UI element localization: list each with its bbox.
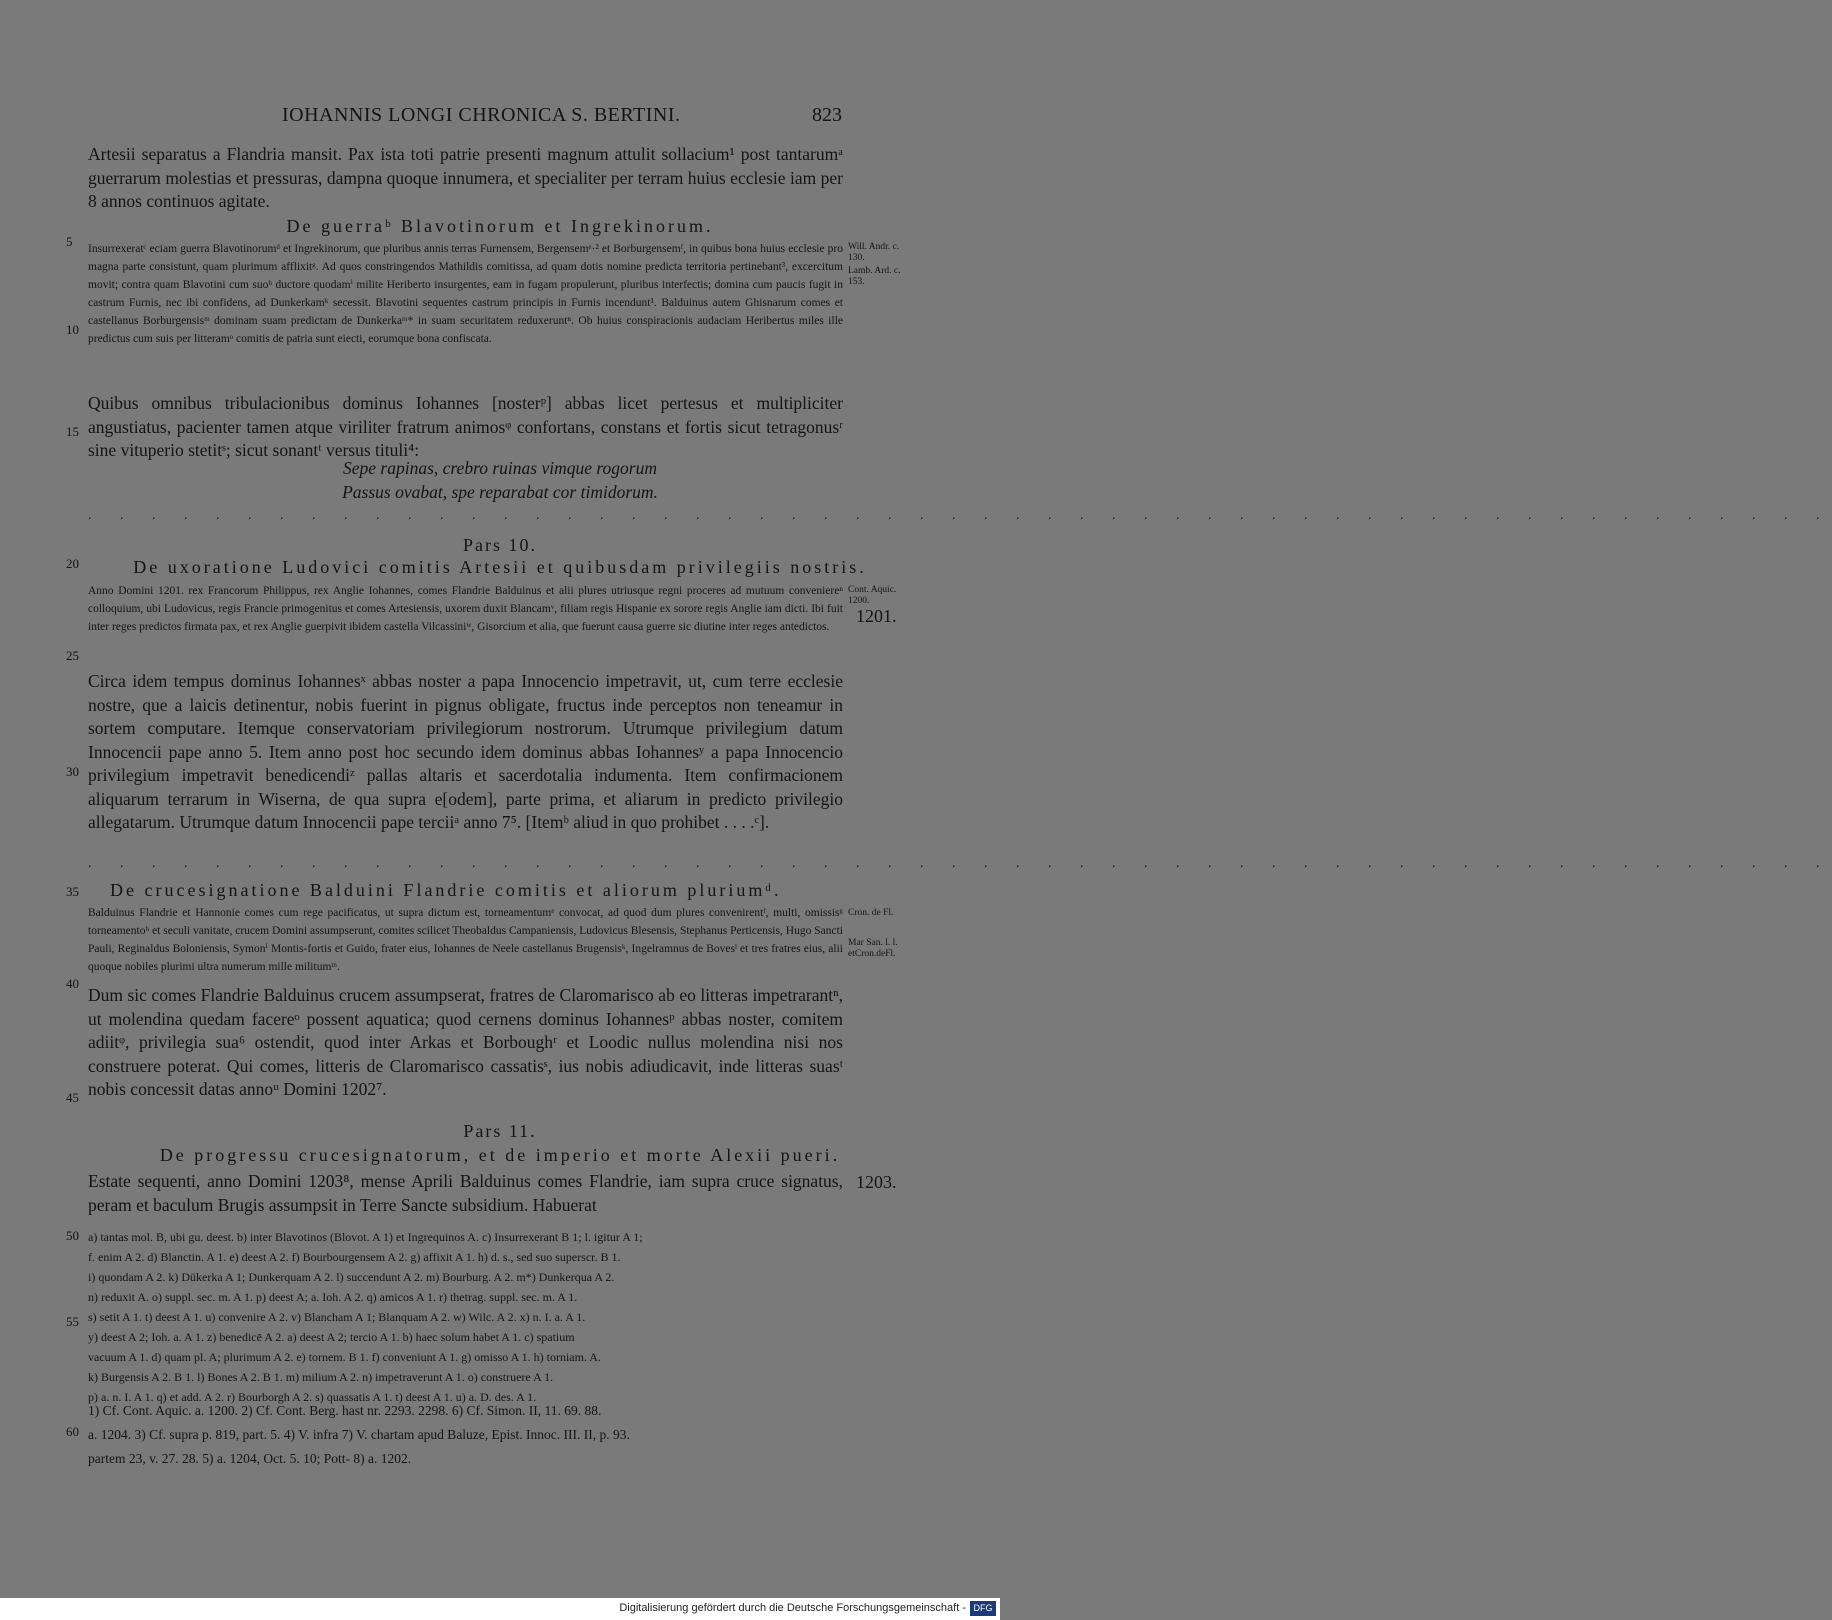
body-paragraph: Dum sic comes Flandrie Balduinus crucem assumpserat, fratres de Claromarisco ab eo litteras impetrarantⁿ, ut molendina quedam facereᵒ possent aquatica; quod cernens dominus Iohannesᵖ abbas noster, comitem adiitᵠ, privilegia sua⁶ ostendit, quod inter Arkas et Borboughʳ et Loodic nullus molendina nisi nos construere poterat. Qui comes, litteris de Claromarisco cassatisˢ, ius nobis adiudicavit, inde litteras suasᵗ nobis concessit datas annoᵘ Domini 1202⁷.: [88, 985, 843, 1099]
apparatus-line: y) deest A 2; Ioh. a. A 1. z) benedicē A 2. a) deest A 2; tercio A 1. b) haec solum habet A 1. c) spatium: [88, 1330, 575, 1344]
funding-credit: Digitalisierung gefördert durch die Deutsche Forschungsgemeinschaft -: [619, 1602, 966, 1614]
line-number: 40: [66, 976, 79, 991]
section-heading: De progressu crucesignatorum, et de imperio et morte Alexii pueri.: [159, 1145, 841, 1165]
dfg-logo: DFG: [970, 1601, 996, 1616]
section-heading: De guerraᵇ Blavotinorum et Ingrekinorum.: [286, 216, 714, 236]
margin-note: Cron. de Fl.: [848, 908, 894, 918]
small-paragraph: Anno Domini 1201. rex Francorum Philippus, rex Anglie Iohannes, comes Flandrie Balduinus et alii plures utriusque regni proceres ad mutuum conveniereⁿ colloquium, ubi Ludovicus, regis Francie primogenitus et comes Artesiensis, uxorem duxit Blancamᵛ, filiam regis Hispanie ex sorore regis Anglie iam dicti. Ibi fuit inter reges predictos firmata pax, et rex Anglie guerpivit ibidem castella Vilcassiniʷ, Gisorcium et alia, que fuerunt causa guerre sic diutine inter reges antedictos.: [88, 585, 843, 633]
apparatus-line: vacuum A 1. d) quam pl. A; plurimum A 2. e) tornem. B 1. f) conveniunt A 1. g) omisso A 1. h) torniam. A.: [88, 1350, 601, 1364]
apparatus-line: i) quondam A 2. k) Dükerka A 1; Dunkerquam A 2. l) succendunt A 2. m) Bourburg. A 2. m*) Dunkerqua A 2.: [88, 1270, 615, 1284]
margin-year: 1203.: [856, 1172, 897, 1192]
pars-title: Pars 11.: [463, 1121, 537, 1141]
apparatus-line: n) reduxit A. o) suppl. sec. m. A 1. p) deest A; a. Ioh. A 2. q) amicos A 1. r) thetrag. suppl. sec. m. A 1.: [88, 1290, 578, 1304]
running-title: IOHANNIS LONGI CHRONICA S. BERTINI.: [282, 104, 681, 126]
line-number: 20: [66, 556, 79, 571]
body-paragraph: Quibus omnibus tribulacionibus dominus Iohannes [nosterᵖ] abbas licet pertesus et multipliciter angustiatus, pacienter tamen atque viriliter fratrum animosᵠ confortans, constans et fortis sicut tetragonusʳ sine vituperio stetitˢ; sicut sonantᵗ versus tituli⁴:: [88, 393, 843, 460]
small-paragraph: Insurrexeratᶜ eciam guerra Blavotinorumᵈ et Ingrekinorum, que pluribus annis terras Furnensem, Bergensemᵉ·² et Borburgensemᶠ, in quibus bona huius ecclesie pro magna parte consistunt, quam plurimum afflixitᵍ. Ad quos constringendos Mathildis comitissa, ad quam dotis nomine predicta territoria pertinebant³, excercitum movit; contra quam Blavotini cum suoʰ ductore quodamⁱ milite Heriberto insurgentes, eam in fugam propulerunt, pluribus interfectis; domina cum paucis fugit in castrum Furnis, nec ibi confidens, ad Dunkerkamᵏ secessit. Blavotini sequentes castrum principis in Furnis incendunt¹. Balduinus autem Ghisnarum comes et castellanus Borburgensisᵐ dominam suam predictam de Dunkerkaᵐ* in suam securitatem reduxeruntⁿ. Ob huius conspiracionis audaciam Heribertus miles ille predictus cum suis per litteramᵒ comitis de patria sunt eiecti, eorumque bona confiscata.: [88, 243, 843, 345]
pars-title: Pars 10.: [463, 535, 537, 555]
apparatus-line: s) setit A 1. t) deest A 1. u) convenire A 2. v) Blancham A 1; Blanquam A 2. w) Wilc. A 2. x) n. I. a. A 1.: [88, 1310, 586, 1324]
line-number: 30: [66, 764, 79, 779]
footnote-line: a. 1204. 3) Cf. supra p. 819, part. 5. 4) V. infra 7) V. chartam apud Baluze, Epist. Innoc. III. II, p. 93.: [88, 1427, 630, 1442]
apparatus-line: p) a. n. I. A 1. q) et add. A 2. r) Bourborgh A 2. s) quassatis A 1. t) deest A 1. u) a. D. des. A 1.: [88, 1390, 537, 1404]
section-heading: De uxoratione Ludovici comitis Artesii et quibusdam privilegiis nostris.: [133, 557, 867, 577]
footnote-line: partem 23, v. 27. 28. 5) a. 1204, Oct. 5. 10; Pott- 8) a. 1202.: [88, 1451, 412, 1466]
margin-note: Mar San. l. l. etCron.deFl.: [848, 938, 898, 959]
line-number: 55: [66, 1314, 79, 1329]
intro-paragraph: Artesii separatus a Flandria mansit. Pax ista toti patrie presenti magnum attulit sollacium¹ post tantarumᵃ guerrarum molestias et pressuras, dampna quoque innumera, et specialiter per terram huius ecclesie iam per 8 annos continuos agitate.: [88, 144, 843, 211]
line-number: 60: [66, 1424, 79, 1439]
line-number: 50: [66, 1228, 79, 1243]
margin-year: 1201.: [856, 606, 897, 626]
page-header: [0, 100, 1000, 130]
line-number: 25: [66, 648, 79, 663]
apparatus-line: k) Burgensis A 2. B 1. l) Bones A 2. B 1. m) milium A 2. n) impetraverunt A 1. o) construere A 1.: [88, 1370, 554, 1384]
body-paragraph: Circa idem tempus dominus Iohannesˣ abbas noster a papa Innocencio impetravit, ut, cum terre ecclesie nostre, que a laicis detinentur, nobis fuerint in pignus obligate, fructus inde perceptos non teneamur in sortem computare. Itemque conservatoriam privilegiorum nostrorum. Utrumque privilegium datum Innocencii pape anno 5. Item anno post hoc secundo idem dominus abbas Iohannesʸ a papa Innocencio privilegium impetravit benedicendiᶻ pallas altaris et sacerdotalia indumenta. Item confirmacionem aliquarum terrarum in Wiserna, de qua supra e[odem], parte prima, et aliarum in predicto privilegio allegatarum. Utrumque datum Innocencii pape terciiᵃ anno 7⁵. [Itemᵇ aliud in quo prohibet . . . .ᶜ].: [88, 671, 843, 832]
margin-note: Cont. Aquic. 1200.: [848, 585, 897, 606]
page-number: 823: [812, 104, 842, 126]
margin-note: Will. Andr. c. 130.: [848, 242, 900, 263]
margin-note: Lamb. Ard. c. 153.: [848, 266, 901, 287]
verse-line: Sepe rapinas, crebro ruinas vimque rogorum: [342, 458, 657, 478]
line-number: 45: [66, 1090, 79, 1105]
ellipsis-divider: . . . . . . . . . . . . . . . . . . . . . . . . . . . . . . . . . . . . . . . . . . . . . . . . . . . . . . .: [88, 508, 1832, 523]
line-number: 10: [66, 322, 79, 337]
line-number: 5: [66, 234, 73, 249]
footnote-line: 1) Cf. Cont. Aquic. a. 1200. 2) Cf. Cont. Berg. hast nr. 2293. 2298. 6) Cf. Simon. II, 11. 69. 88.: [88, 1403, 602, 1418]
section-heading: De crucesignatione Balduini Flandrie comitis et aliorum pluriumᵈ.: [110, 880, 782, 900]
line-number: 35: [66, 884, 79, 899]
body-paragraph: Estate sequenti, anno Domini 1203⁸, mense Aprili Balduinus comes Flandrie, iam supra cruce signatus, peram et baculum Brugis assumpsit in Terre Sancte subsidium. Habuerat: [88, 1171, 843, 1215]
line-number: 15: [66, 424, 79, 439]
small-paragraph: Balduinus Flandrie et Hannonie comes cum rege pacificatus, ut supra dictum est, torneamentumᵉ convocat, ad quod dum plures convenirentᶠ, multi, omissisᵍ torneamentoʰ et seculi vanitate, crucem Domini assumpserunt, comites scilicet Theobaldus Campaniensis, Ludovicus Blesensis, Stephanus Perticensis, Hugo Sancti Pauli, Reginaldus Boloniensis, Symonⁱ Montis-fortis et Guido, frater eius, Iohannes de Neele castellanus Brugensisᵏ, Ingelramnus de Bovesˡ et tres fratres eius, alii quoque nobiles plurimi ultra numerum mille militumᵐ.: [88, 907, 843, 973]
verse-line: Passus ovabat, spe reparabat cor timidorum.: [342, 482, 658, 502]
footer-bar: [0, 1598, 1000, 1620]
apparatus-line: a) tantas mol. B, ubi gu. deest. b) inter Blavotinos (Blovot. A 1) et Ingrequinos A. c) Insurrexerant B 1; l. igitur A 1;: [88, 1230, 643, 1244]
ellipsis-divider: . . . . . . . . . . . . . . . . . . . . . . . . . . . . . . . . . . . . . . . . . . . . . . . . . . . . . . .: [88, 856, 1832, 871]
apparatus-line: f. enim A 2. d) Blanctin. A 1. e) deest A 2. f) Bourbourgensem A 2. g) affixit A 1. h) d. s., sed suo superscr. B 1.: [88, 1250, 621, 1264]
